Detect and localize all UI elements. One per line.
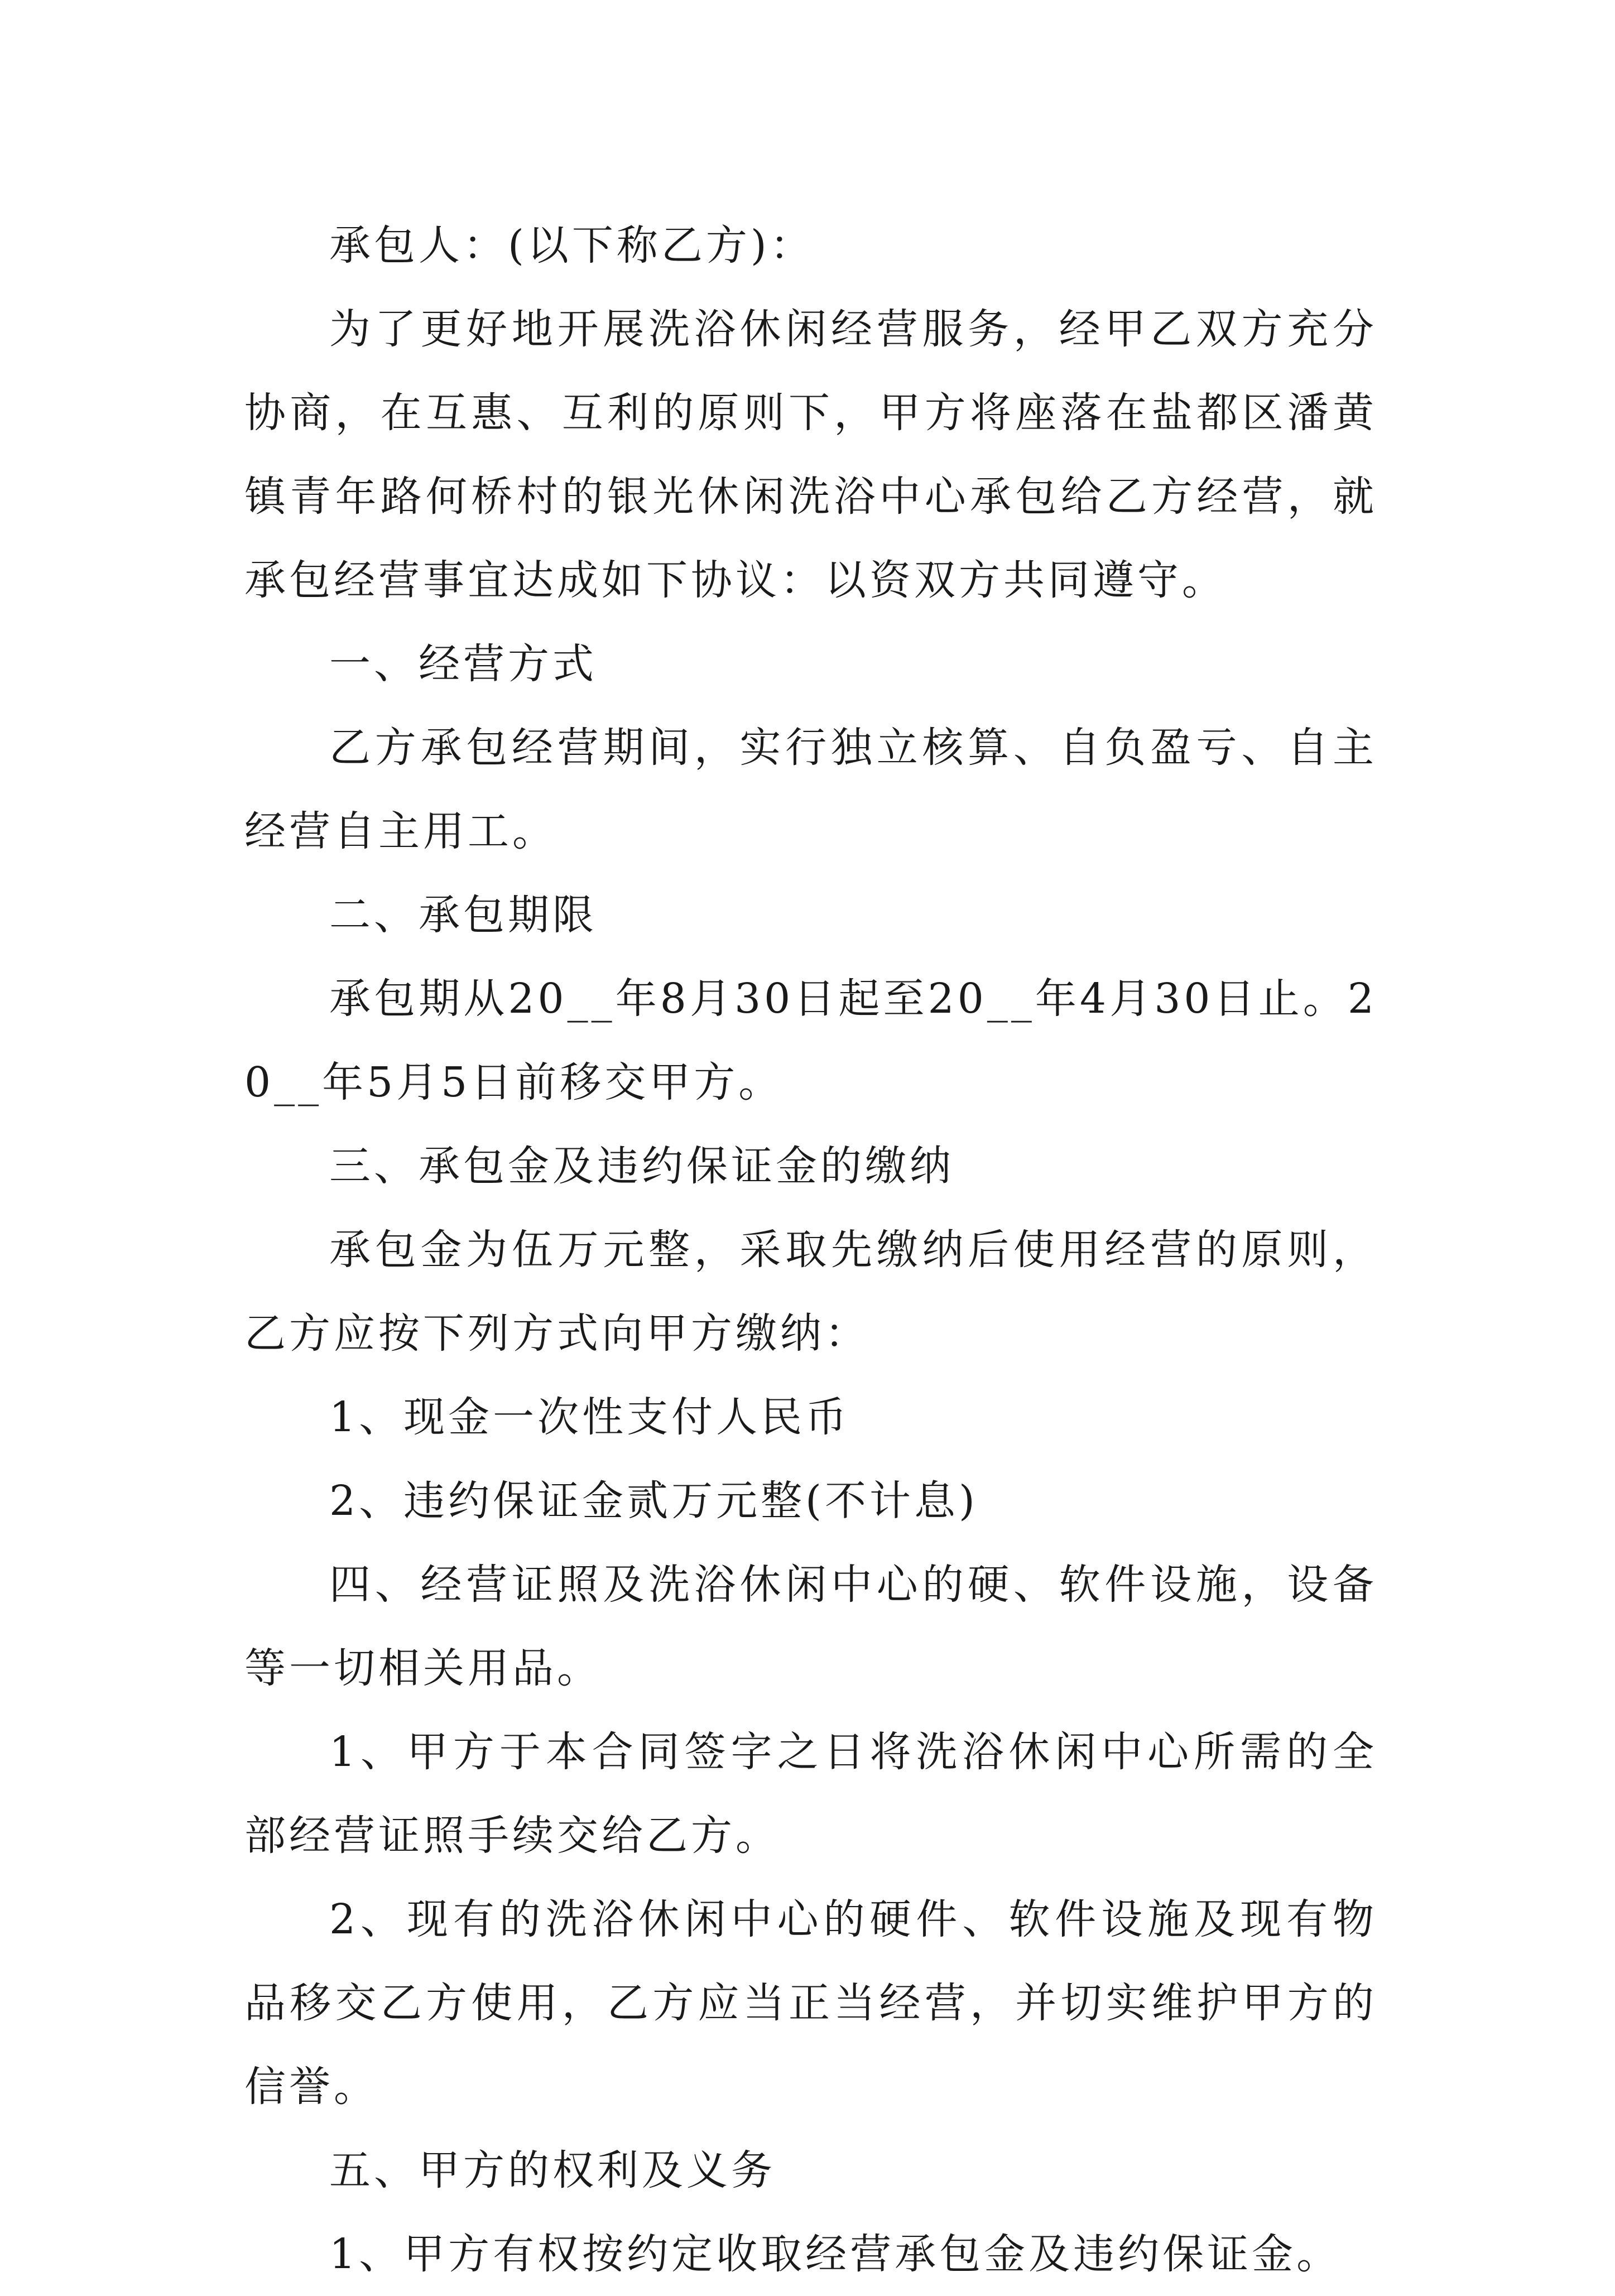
payment-item-1: 1、现金一次性支付人民币 xyxy=(329,1393,850,1441)
contractor-line: 承包人：(以下称乙方)： xyxy=(329,222,815,269)
contract-term-paragraph: 承包期从20__年8月30日起至20__年4月30日止。20__年5月5日前移交甲方。 xyxy=(244,975,1377,1106)
payment-item-2: 2、违约保证金贰万元整(不计息) xyxy=(329,1477,978,1525)
document-body xyxy=(244,204,1377,2296)
section-heading-payment: 三、承包金及违约保证金的缴纳 xyxy=(329,1142,954,1190)
section-heading-licenses-facilities: 四、经营证照及洗浴休闲中心的硬、软件设施，设备等一切相关用品。 xyxy=(244,1561,1377,1692)
operation-mode-paragraph: 乙方承包经营期间，实行独立核算、自负盈亏、自主经营自主用工。 xyxy=(244,724,1377,855)
section-heading-operation-mode: 一、经营方式 xyxy=(329,640,597,688)
party-a-rights-item-1: 1、甲方有权按约定收取经营承包金及违约保证金。 xyxy=(329,2230,1342,2278)
licenses-item-1: 1、甲方于本合同签字之日将洗浴休闲中心所需的全部经营证照手续交给乙方。 xyxy=(244,1728,1377,1860)
preamble-paragraph: 为了更好地开展洗浴休闲经营服务，经甲乙双方充分协商，在互惠、互利的原则下，甲方将座落在盐都区潘黄镇青年路何桥村的银光休闲洗浴中心承包给乙方经营，就承包经营事宜达成如下协议：以资双方共同遵守。 xyxy=(244,305,1377,604)
section-heading-party-a-rights: 五、甲方的权利及义务 xyxy=(329,2146,776,2194)
licenses-item-2: 2、现有的洗浴休闲中心的硬件、软件设施及现有物品移交乙方使用，乙方应当正当经营，并切实维护甲方的信誉。 xyxy=(244,1895,1377,2111)
payment-paragraph: 承包金为伍万元整，采取先缴纳后使用经营的原则，乙方应按下列方式向甲方缴纳： xyxy=(244,1226,1377,1358)
section-heading-contract-term: 二、承包期限 xyxy=(329,891,597,939)
